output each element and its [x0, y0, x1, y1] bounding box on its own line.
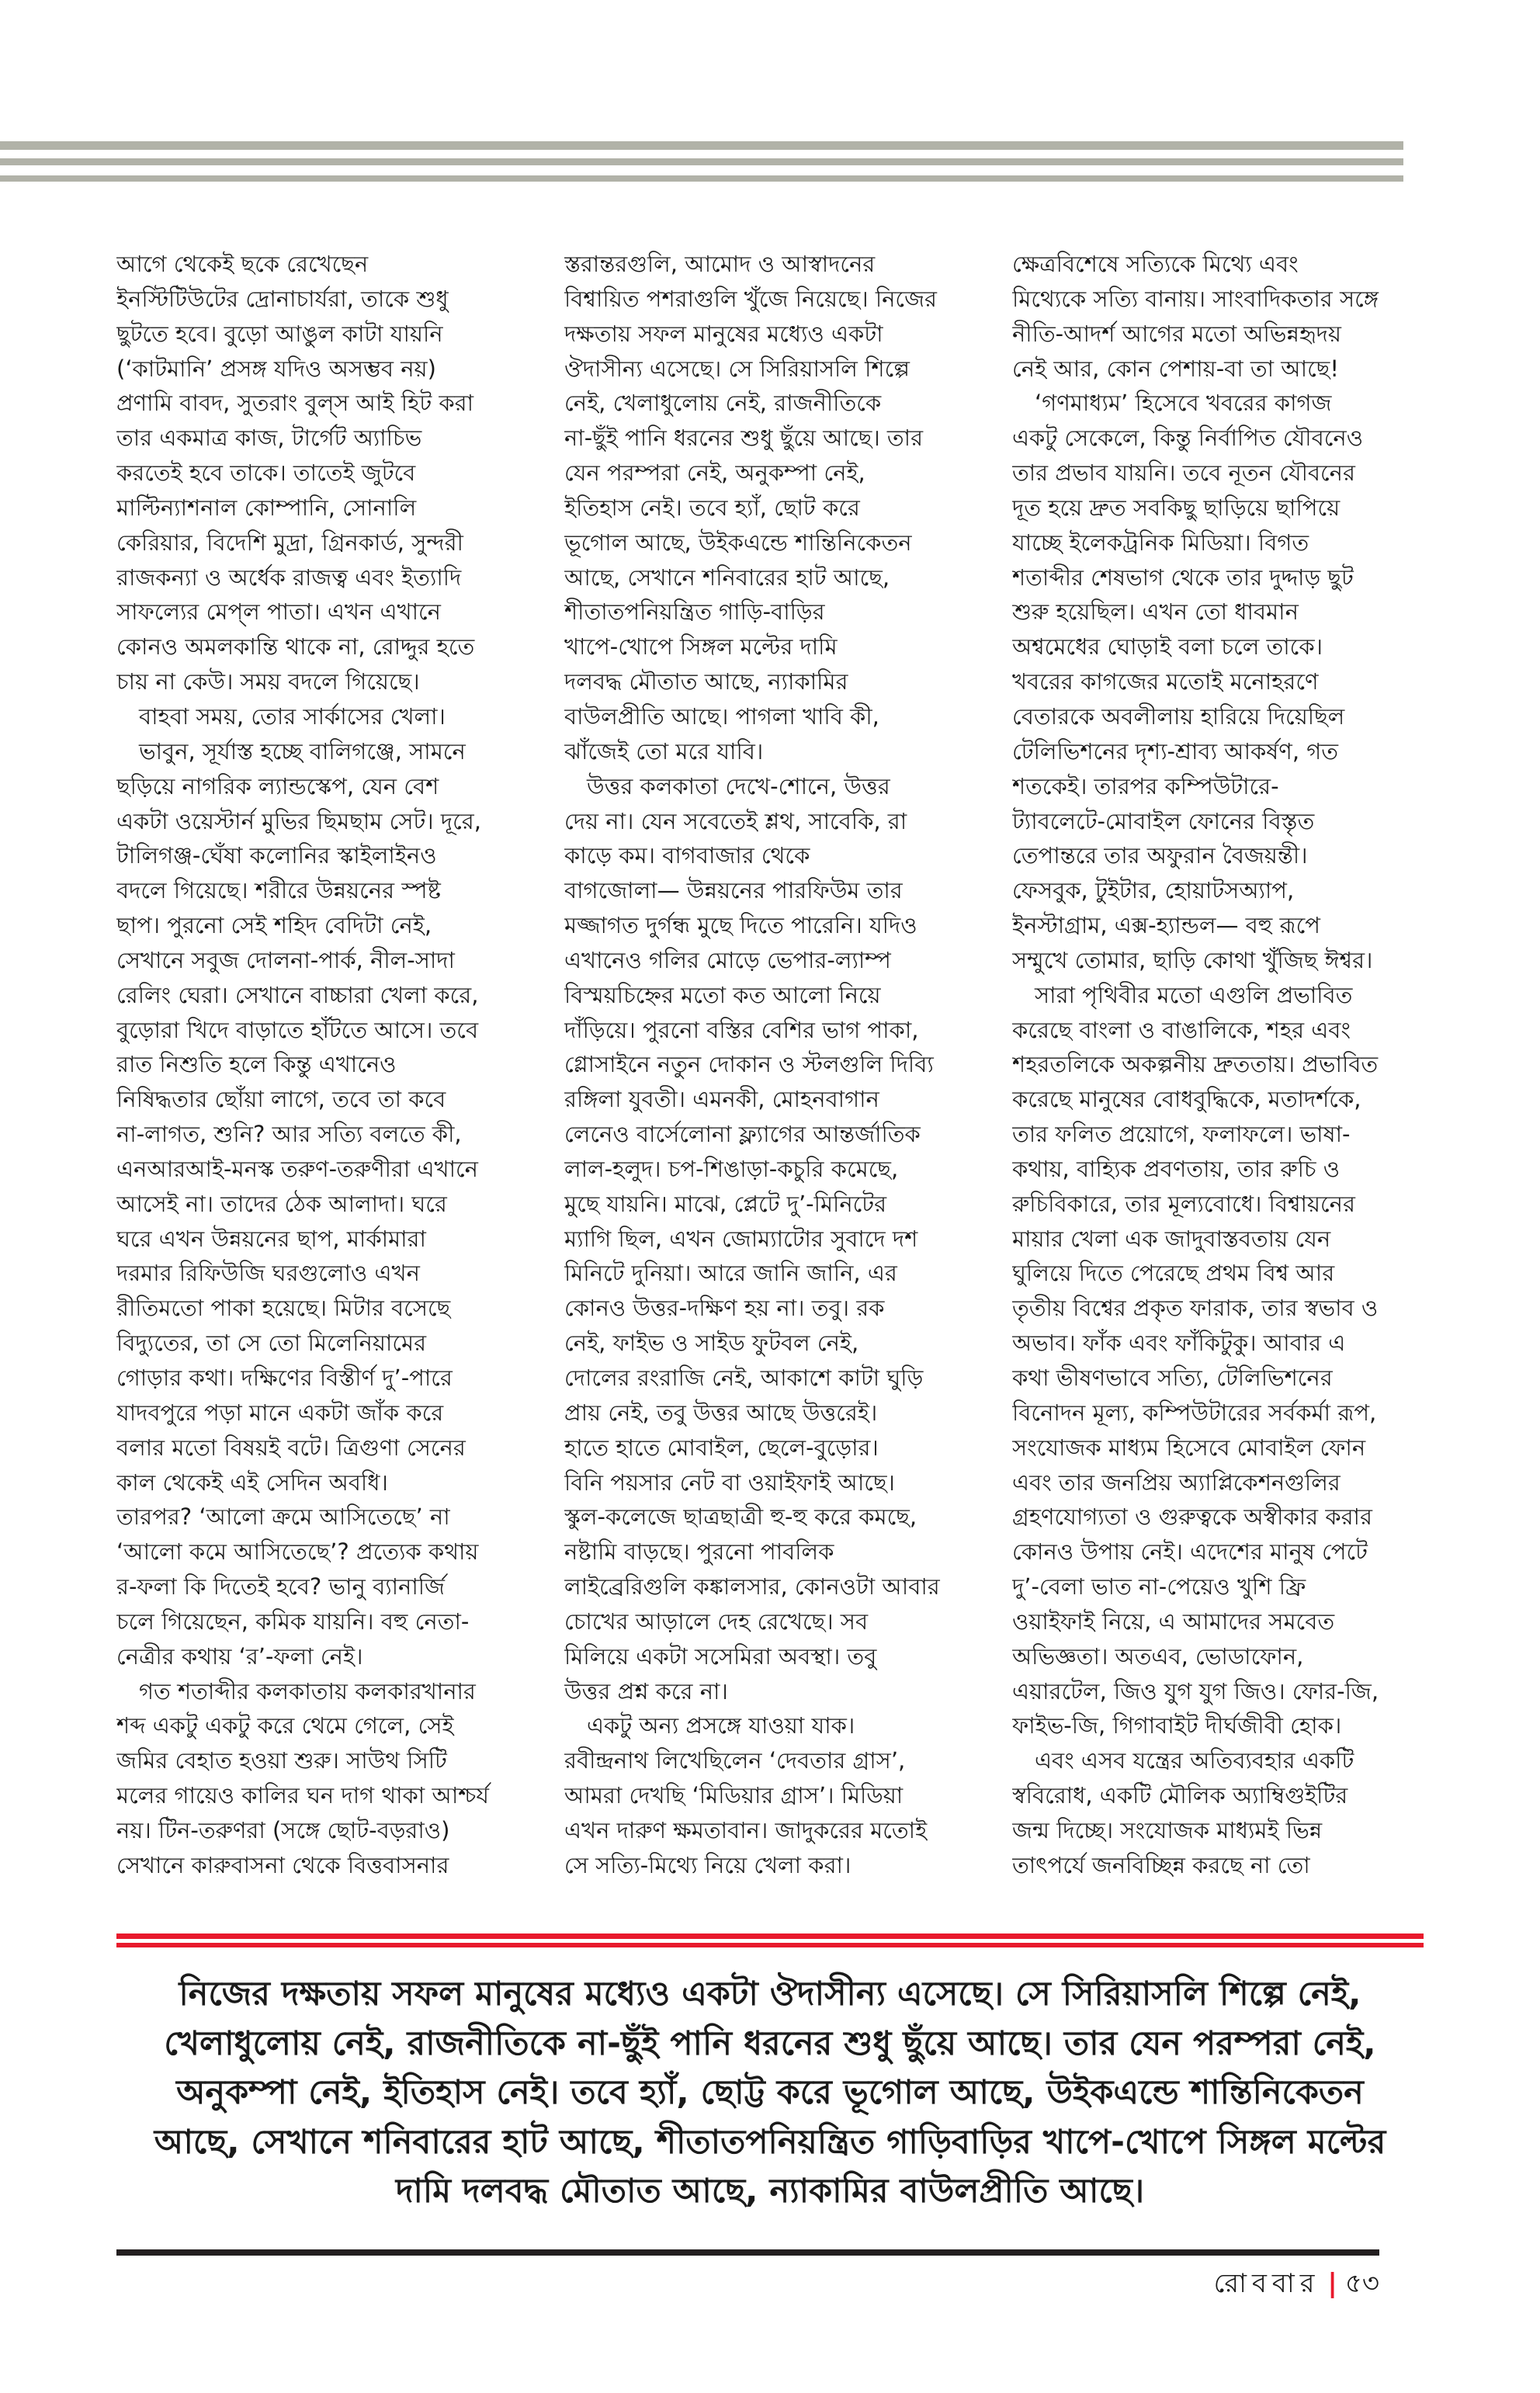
text-line: তেপান্তরে তার অফুরান বৈজয়ন্তী। [1012, 842, 1308, 869]
text-line: যাদবপুরে পড়া মানে একটা জাঁক করে [116, 1399, 444, 1426]
text-line: চোখের আড়ালে দেহ রেখেছে। সব [564, 1607, 869, 1635]
text-line: গত শতাব্দীর কলকাতায় কলকারখানার [116, 1677, 476, 1705]
text-line: ভাবুন, সূর্যাস্ত হচ্ছে বালিগঞ্জে, সামনে [116, 737, 466, 765]
text-line: সাফল্যের মেপ্‌ল পাতা। এখন এখানে [116, 598, 441, 626]
text-line: বেতারকে অবলীলায় হারিয়ে দিয়েছিল [1012, 702, 1345, 730]
text-line: ওয়াইফাই নিয়ে, এ আমাদের সমবেত [1012, 1607, 1335, 1635]
pull-quote-red-rule-bottom [116, 1943, 1424, 1947]
text-line: একটা ওয়েস্টার্ন মুভির ছিমছাম সেট। দূরে, [116, 807, 481, 834]
text-line: শহরতলিকে অকল্পনীয় দ্রুততায়। প্রভাবিত [1012, 1051, 1379, 1078]
text-line: দাঁড়িয়ে। পুরনো বস্তির বেশির ভাগ পাকা, [564, 1016, 919, 1043]
text-line: তার ফলিত প্রয়োগে, ফলাফলে। ভাষা- [1012, 1121, 1351, 1148]
text-line: এবং এসব যন্ত্রের অতিব্যবহার একটি [1012, 1747, 1354, 1774]
text-line: রীতিমতো পাকা হয়েছে। মিটার বসেছে [116, 1295, 451, 1322]
text-line: শুরু হয়েছিল। এখন তো ধাবমান [1012, 598, 1299, 626]
text-line: বাগজোলা— উন্নয়নের পারফিউম তার [564, 877, 903, 904]
text-line: অভাব। ফাঁক এবং ফাঁকিটুকু। আবার এ [1012, 1330, 1346, 1357]
text-line: জন্ম দিচ্ছে। সংযোজক মাধ্যমই ভিন্ন [1012, 1816, 1323, 1843]
text-line: স্তরান্তরগুলি, আমোদ ও আস্বাদনের [564, 251, 876, 277]
decorative-bar-3 [0, 175, 1403, 182]
text-line: রাত নিশুতি হলে কিন্তু এখানেও [116, 1051, 397, 1078]
pull-quote-red-rule-top [116, 1933, 1424, 1939]
text-line: শব্দ একটু একটু করে থেমে গেলে, সেই [116, 1712, 454, 1739]
text-line: বাউলপ্রীতি আছে। পাগলা খাবি কী, [564, 702, 879, 730]
text-line: দক্ষতায় সফল মানুষের মধ্যেও একটা [564, 320, 883, 347]
text-line: র-ফলা কি দিতেই হবে? ভানু ব্যানার্জি [116, 1573, 446, 1601]
footer-rule [116, 2249, 1379, 2256]
text-line: টালিগঞ্জ-ঘেঁষা কলোনির স্কাইলাইনও [116, 842, 437, 869]
text-line: কেরিয়ার, বিদেশি মুদ্রা, গ্রিনকার্ড, সুন্দরী [116, 529, 463, 556]
text-line: করেছে মানুষের বোধবুদ্ধিকে, মতাদর্শকে, [1012, 1086, 1361, 1113]
text-line: ‘আলো কমে আসিতেছে’? প্রত্যেক কথায় [116, 1538, 479, 1566]
text-line: দরমার রিফিউজি ঘরগুলোও এখন [116, 1260, 420, 1287]
text-line: আসেই না। তাদের ঠেক আলাদা। ঘরে [116, 1190, 447, 1217]
text-line: কাল থেকেই এই সেদিন অবধি। [116, 1469, 388, 1496]
text-line: লাল-হলুদ। চপ-শিঙাড়া-কচুরি কমেছে, [564, 1155, 899, 1182]
text-line: নষ্টামি বাড়ছে। পুরনো পাবলিক [564, 1538, 834, 1566]
text-line: কাড়ে কম। বাগবাজার থেকে [564, 842, 810, 869]
text-line: করতেই হবে তাকে। তাতেই জুটবে [116, 460, 416, 487]
text-line: না-লাগত, শুনি? আর সত্যি বলতে কী, [116, 1121, 462, 1148]
text-line: কোনও অমলকান্তি থাকে না, রোদ্দুর হতে [116, 633, 475, 661]
pull-quote-line: আছে, সেখানে শনিবারের হাট আছে, শীতাতপনিয়ন্ত্রিত গাড়িবাড়ির খাপে-খোপে সিঙ্গল মল্টের [154, 2122, 1386, 2162]
text-line: ‘গণমাধ্যম’ হিসেবে খবরের কাগজ [1012, 390, 1332, 417]
pull-quote-line: নিজের দক্ষতায় সফল মানুষের মধ্যেও একটা ঔদাসীন্য এসেছে। সে সিরিয়াসলি শিল্পে নেই, [179, 1975, 1361, 2013]
text-line: ছড়িয়ে নাগরিক ল্যান্ডস্কেপ, যেন বেশ [116, 772, 439, 799]
text-line: দলবদ্ধ মৌতাত আছে, ন্যাকামির [564, 668, 848, 695]
text-line: এয়ারটেল, জিও যুগ যুগ জিও। ফোর-জি, [1012, 1677, 1379, 1705]
pull-quote [116, 1970, 1424, 2217]
decorative-bar-2 [0, 158, 1403, 165]
text-line: বিনোদন মূল্য, কম্পিউটারের সর্বকর্মা রূপ, [1012, 1399, 1377, 1426]
text-line: আগে থেকেই ছকে রেখেছেন [116, 251, 369, 277]
text-line: এনআরআই-মনস্ক তরুণ-তরুণীরা এখানে [116, 1155, 478, 1182]
text-line: তার প্রভাব যায়নি। তবে নূতন যৌবনের [1012, 460, 1355, 487]
footer-separator: | [1327, 2268, 1337, 2299]
text-line: মায়ার খেলা এক জাদুবাস্তবতায় যেন [1012, 1225, 1331, 1252]
text-line: হাতে হাতে মোবাইল, ছেলে-বুড়োর। [564, 1434, 879, 1461]
pull-quote-line: দামি দলবদ্ধ মৌতাত আছে, ন্যাকামির বাউলপ্রীতি আছে। [395, 2172, 1145, 2211]
text-line: আছে, সেখানে শনিবারের হাট আছে, [564, 564, 890, 591]
text-line: যাচ্ছে ইলেকট্রনিক মিডিয়া। বিগত [1012, 529, 1309, 556]
text-line: ফেসবুক, টুইটার, হোয়াটসঅ্যাপ, [1012, 877, 1295, 904]
text-line: রেলিং ঘেরা। সেখানে বাচ্চারা খেলা করে, [116, 981, 479, 1008]
text-line: সংযোজক মাধ্যম হিসেবে মোবাইল ফোন [1012, 1434, 1366, 1461]
text-line: সারা পৃথিবীর মতো এগুলি প্রভাবিত [1012, 981, 1353, 1008]
text-line: কোনও উপায় নেই। এদেশের মানুষ পেটে [1012, 1538, 1368, 1566]
text-line: শতকেই। তারপর কম্পিউটারে- [1012, 772, 1279, 799]
text-column-3 [1012, 247, 1413, 1883]
text-line: উত্তর কলকাতা দেখে-শোনে, উত্তর [564, 772, 890, 799]
text-line: তৃতীয় বিশ্বের প্রকৃত ফারাক, তার স্বভাব ও [1012, 1295, 1379, 1322]
text-line: মিথ্যেকে সত্যি বানায়। সাংবাদিকতার সঙ্গে [1012, 285, 1379, 312]
text-line: ইনস্টাগ্রাম, এক্স-হ্যান্ডল— বহু রূপে [1012, 912, 1320, 939]
text-line: এখানেও গলির মোড়ে ভেপার-ল্যাম্প [564, 946, 891, 973]
text-line: এখন দারুণ ক্ষমতাবান। জাদুকরের মতোই [564, 1816, 928, 1843]
text-line: তারপর? ‘আলো ক্রমে আসিতেছে’ না [116, 1503, 450, 1531]
text-line: ফাইভ-জি, গিগাবাইট দীর্ঘজীবী হোক। [1012, 1712, 1342, 1739]
magazine-title: রোববার [1213, 2268, 1320, 2299]
text-line: লাইব্রেরিগুলি কঙ্কালসার, কোনওটা আবার [564, 1573, 940, 1601]
text-line: অশ্বমেধের ঘোড়াই বলা চলে তাকে। [1012, 633, 1323, 661]
text-line: সম্মুখে তোমার, ছাড়ি কোথা খুঁজিছ ঈশ্বর। [1012, 946, 1373, 973]
text-line: স্কুল-কলেজে ছাত্রছাত্রী হু-হু করে কমছে, [564, 1503, 917, 1531]
text-line: বিদ্যুতের, তা সে তো মিলেনিয়ামের [116, 1330, 427, 1357]
text-line: ঔদাসীন্য এসেছে। সে সিরিয়াসলি শিল্পে [564, 355, 910, 382]
text-line: ঘরে এখন উন্নয়নের ছাপ, মার্কামারা [116, 1225, 426, 1252]
text-line: শীতাতপনিয়ন্ত্রিত গাড়ি-বাড়ির [564, 598, 825, 626]
text-line: মলের গায়েও কালির ঘন দাগ থাকা আশ্চর্য [116, 1782, 489, 1809]
text-line: নীতি-আদর্শ আগের মতো অভিন্নহৃদয় [1012, 320, 1341, 347]
text-line: সে সত্যি-মিথ্যে নিয়ে খেলা করা। [564, 1851, 852, 1878]
text-line: প্রণামি বাবদ, সুতরাং বুল্‌স আই হিট করা [116, 390, 474, 417]
text-line: ঝাঁজেই তো মরে যাবি। [564, 737, 764, 765]
text-line: ইতিহাস নেই। তবে হ্যাঁ, ছোট করে [564, 494, 860, 521]
text-line: কোনও উত্তর-দক্ষিণ হয় না। তবু। রক [564, 1295, 885, 1322]
text-line: টেলিভিশনের দৃশ্য-শ্রাব্য আকর্ষণ, গত [1012, 737, 1339, 765]
text-line: আমরা দেখছি ‘মিডিয়ার গ্রাস’। মিডিয়া [564, 1782, 904, 1809]
text-line: বিনি পয়সার নেট বা ওয়াইফাই আছে। [564, 1469, 895, 1496]
text-line: দু’-বেলা ভাত না-পেয়েও খুশি ফ্রি [1012, 1573, 1306, 1601]
text-line: লেনেও বার্সেলোনা ফ্ল্যাগের আন্তর্জাতিক [564, 1121, 921, 1148]
text-line: ভূগোল আছে, উইকএন্ডে শান্তিনিকেতন [564, 529, 912, 556]
text-line: কথায়, বাহ্যিক প্রবণতায়, তার রুচি ও [1012, 1155, 1341, 1182]
text-line: যেন পরম্পরা নেই, অনুকম্পা নেই, [564, 460, 865, 487]
text-line: শতাব্দীর শেষভাগ থেকে তার দুদ্দাড় ছুট [1012, 564, 1354, 591]
text-line: জমির বেহাত হওয়া শুরু। সাউথ সিটি [116, 1747, 447, 1774]
text-line: রঙ্গিলা যুবতী। এমনকী, মোহনবাগান [564, 1086, 879, 1113]
text-line: উত্তর প্রশ্ন করে না। [564, 1677, 728, 1705]
text-line: স্ববিরোধ, একটি মৌলিক অ্যাম্বিগুইটির [1012, 1782, 1348, 1809]
text-line: না-ছুঁই পানি ধরনের শুধু ছুঁয়ে আছে। তার [564, 425, 924, 452]
text-line: রুচিবিকারে, তার মূল্যবোধে। বিশ্বায়নের [1012, 1190, 1355, 1217]
text-line: সেখানে সবুজ দোলনা-পার্ক, নীল-সাদা [116, 946, 455, 973]
text-line: মিনিটে দুনিয়া। আরে জানি জানি, এর [564, 1260, 897, 1287]
text-line: মজ্জাগত দুর্গন্ধ মুছে দিতে পারেনি। যদিও [564, 912, 917, 939]
text-line: চলে গিয়েছেন, কমিক যায়নি। বহু নেতা- [116, 1607, 470, 1635]
page-footer [116, 2266, 1379, 2301]
text-line: (‘কাটমানি’ প্রসঙ্গ যদিও অসম্ভব নয়) [116, 355, 436, 382]
text-line: গ্লোসাইনে নতুন দোকান ও স্টলগুলি দিব্যি [564, 1051, 934, 1078]
text-line: সেখানে কারুবাসনা থেকে বিত্তবাসনার [116, 1851, 449, 1878]
text-line: নেত্রীর কথায় ‘র’-ফলা নেই। [116, 1642, 363, 1670]
text-line: নেই, ফাইভ ও সাইড ফুটবল নেই, [564, 1330, 859, 1357]
text-line: বিস্ময়চিহ্নের মতো কত আলো নিয়ে [564, 981, 881, 1008]
text-line: ছুটতে হবে। বুড়ো আঙুল কাটা যায়নি [116, 320, 443, 347]
text-line: তাৎপর্যে জনবিচ্ছিন্ন করছে না তো [1012, 1851, 1310, 1878]
text-line: নিষিদ্ধতার ছোঁয়া লাগে, তবে তা কবে [116, 1086, 446, 1113]
decorative-bar-1 [0, 141, 1403, 150]
text-line: তার একমাত্র কাজ, টার্গেট অ্যাচিভ [116, 425, 422, 452]
text-line: বলার মতো বিষয়ই বটে। ত্রিগুণা সেনের [116, 1434, 466, 1461]
pull-quote-line: অনুকম্পা নেই, ইতিহাস নেই। তবে হ্যাঁ, ছোট্ট করে ভূগোল আছে, উইকএন্ডে শান্তিনিকেতন [176, 2073, 1364, 2112]
text-line: গ্রহণযোগ্যতা ও গুরুত্বকে অস্বীকার করার [1012, 1503, 1372, 1531]
text-line: ছাপ। পুরনো সেই শহিদ বেদিটা নেই, [116, 912, 432, 939]
page-number: ৫৩ [1344, 2268, 1379, 2299]
text-line: করেছে বাংলা ও বাঙালিকে, শহর এবং [1012, 1016, 1351, 1043]
text-line: রাজকন্যা ও অর্ধেক রাজত্ব এবং ইত্যাদি [116, 564, 462, 591]
text-line: অভিজ্ঞতা। অতএব, ভোডাফোন, [1012, 1642, 1304, 1670]
text-line: একটু অন্য প্রসঙ্গে যাওয়া যাক। [564, 1712, 855, 1739]
text-line: চায় না কেউ। সময় বদলে গিয়েছে। [116, 668, 420, 695]
text-line: বিশ্বায়িত পশরাগুলি খুঁজে নিয়েছে। নিজের [564, 285, 937, 312]
text-line: নয়। টিন-তরুণরা (সঙ্গে ছোট-বড়রাও) [116, 1816, 450, 1843]
text-line: বাহবা সময়, তোর সার্কাসের খেলা। [116, 702, 446, 730]
text-line: কথা ভীষণভাবে সত্যি, টেলিভিশনের [1012, 1365, 1333, 1391]
text-line: নেই আর, কোন পেশায়-বা তা আছে! [1012, 355, 1339, 382]
text-line: খাপে-খোপে সিঙ্গল মল্টের দামি [564, 633, 838, 661]
text-line: ঘুলিয়ে দিতে পেরেছে প্রথম বিশ্ব আর [1012, 1260, 1335, 1287]
text-line: একটু সেকেলে, কিন্তু নির্বাপিত যৌবনেও [1012, 425, 1364, 452]
text-line: প্রায় নেই, তবু উত্তর আছে উত্তরেই। [564, 1399, 878, 1426]
text-column-2 [564, 247, 965, 1883]
pull-quote-line: খেলাধুলোয় নেই, রাজনীতিকে না-ছুঁই পানি ধরনের শুধু ছুঁয়ে আছে। তার যেন পরম্পরা নেই, [164, 2024, 1376, 2063]
text-line: বুড়োরা খিদে বাড়াতে হাঁটতে আসে। তবে [116, 1016, 479, 1043]
text-line: ক্ষেত্রবিশেষে সত্যিকে মিথ্যে এবং [1012, 251, 1299, 277]
text-line: খবরের কাগজের মতোই মনোহরণে [1012, 668, 1319, 695]
text-line: ম্যাগি ছিল, এখন জোম্যাটোর সুবাদে দশ [564, 1225, 918, 1252]
text-line: ইনস্টিটিউটের দ্রোনাচার্যরা, তাকে শুধু [116, 285, 449, 312]
text-line: মিলিয়ে একটা সসেমিরা অবস্থা। তবু [564, 1642, 877, 1670]
text-column-1 [116, 247, 517, 1883]
article-body [116, 247, 1413, 1883]
text-line: রবীন্দ্রনাথ লিখেছিলেন ‘দেবতার গ্রাস’, [564, 1747, 906, 1774]
text-line: দেয় না। যেন সবেতেই শ্লথ, সাবেকি, রা [564, 807, 907, 834]
text-line: মুছে যায়নি। মাঝে, প্লেটে দু’-মিনিটের [564, 1190, 887, 1217]
text-line: দোলের রংরাজি নেই, আকাশে কাটা ঘুড়ি [564, 1365, 924, 1391]
text-line: মাল্টিন্যাশনাল কোম্পানি, সোনালি [116, 494, 417, 521]
text-line: নেই, খেলাধুলোয় নেই, রাজনীতিকে [564, 390, 882, 417]
text-line: বদলে গিয়েছে। শরীরে উন্নয়নের স্পষ্ট [116, 877, 441, 904]
text-line: দূত হয়ে দ্রুত সবকিছু ছাড়িয়ে ছাপিয়ে [1012, 494, 1341, 521]
text-line: এবং তার জনপ্রিয় অ্যাপ্লিকেশনগুলির [1012, 1469, 1341, 1496]
text-line: গোড়ার কথা। দক্ষিণের বিস্তীর্ণ দু’-পারে [116, 1365, 453, 1391]
text-line: ট্যাবলেটে-মোবাইল ফোনের বিস্তৃত [1012, 807, 1315, 834]
